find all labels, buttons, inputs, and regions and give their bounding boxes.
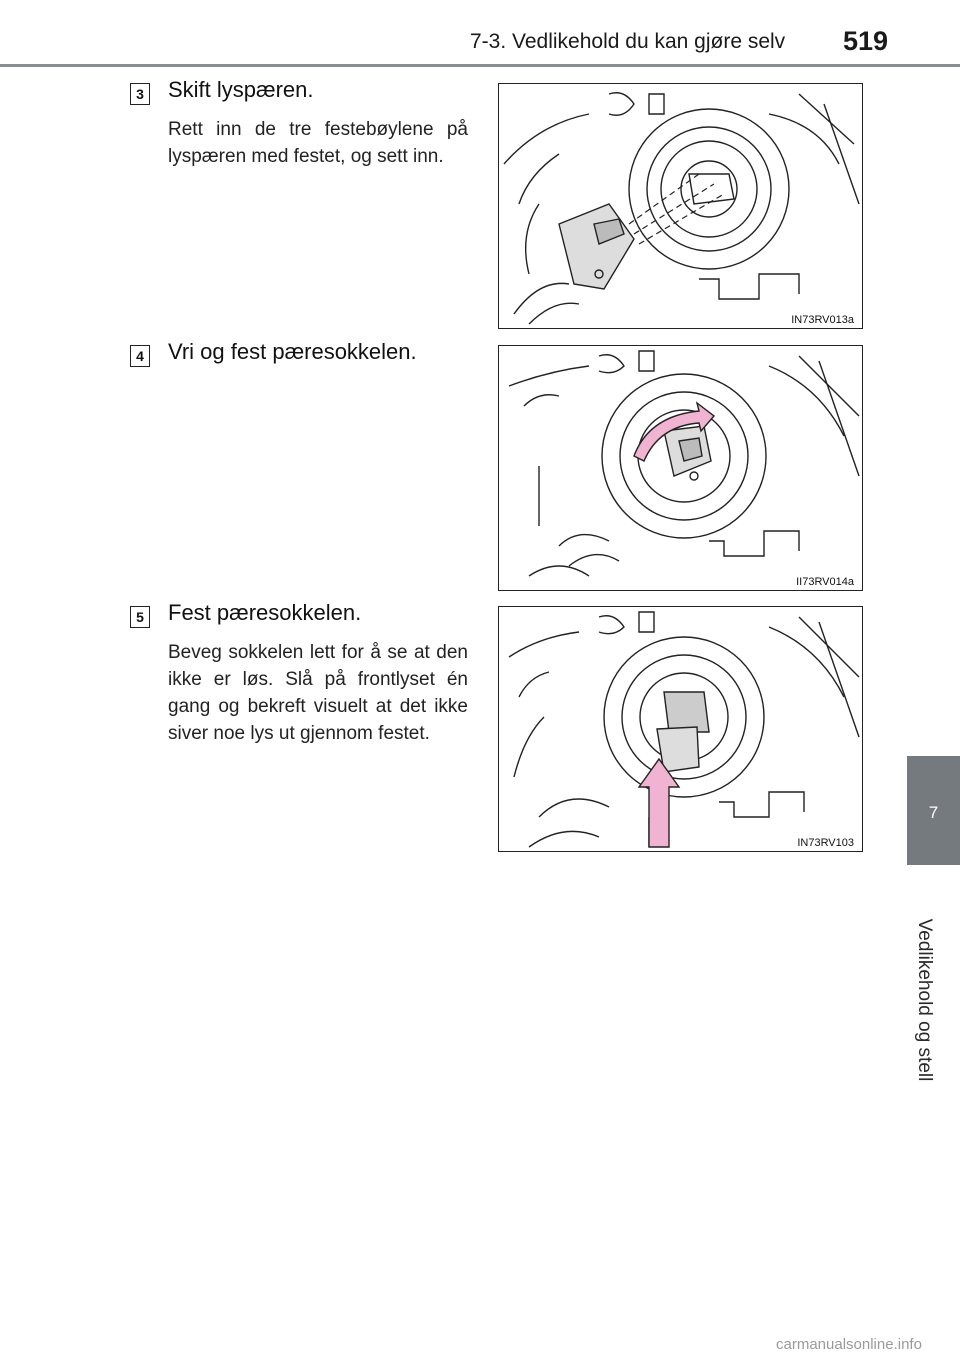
figure-code: IN73RV013a (791, 314, 854, 326)
step-number: 3 (130, 83, 150, 105)
step-title: Vri og fest pæresokkelen. (168, 339, 417, 364)
step-title: Fest pæresokkelen. (168, 600, 362, 625)
section-title: 7-3. Vedlikehold du kan gjøre selv (470, 30, 786, 53)
step-description: Beveg sokkelen lett for å se at den ikke er løs. Slå på frontlyset én gang og bekreft visuelt at det ikke siver noe lys ut gjennom festet. (168, 642, 468, 744)
figure-twist-socket (498, 345, 863, 591)
headlamp-illustration (499, 346, 862, 590)
header-rule (0, 64, 960, 67)
page-number: 519 (843, 26, 889, 56)
page-header (0, 0, 960, 70)
figure-code: II73RV014a (796, 576, 854, 588)
figure-secure-socket (498, 606, 863, 852)
figure-code: IN73RV103 (797, 837, 854, 849)
step-number: 5 (130, 606, 150, 628)
headlamp-illustration (499, 84, 862, 328)
chapter-number: 7 (928, 803, 939, 822)
step-description: Rett inn de tre festebøylene på lyspæren med festet, og sett inn. (168, 119, 468, 167)
chapter-label-text: Vedlikehold og stell (914, 918, 935, 1082)
figure-insert-bulb (498, 83, 863, 329)
push-arrow (639, 759, 679, 847)
chapter-tab[interactable] (907, 756, 960, 865)
watermark: carmanualsonline.info (776, 1336, 922, 1353)
step-title: Skift lyspæren. (168, 77, 314, 102)
step-number: 4 (130, 345, 150, 367)
chapter-label (904, 880, 944, 1120)
headlamp-illustration (499, 607, 862, 851)
